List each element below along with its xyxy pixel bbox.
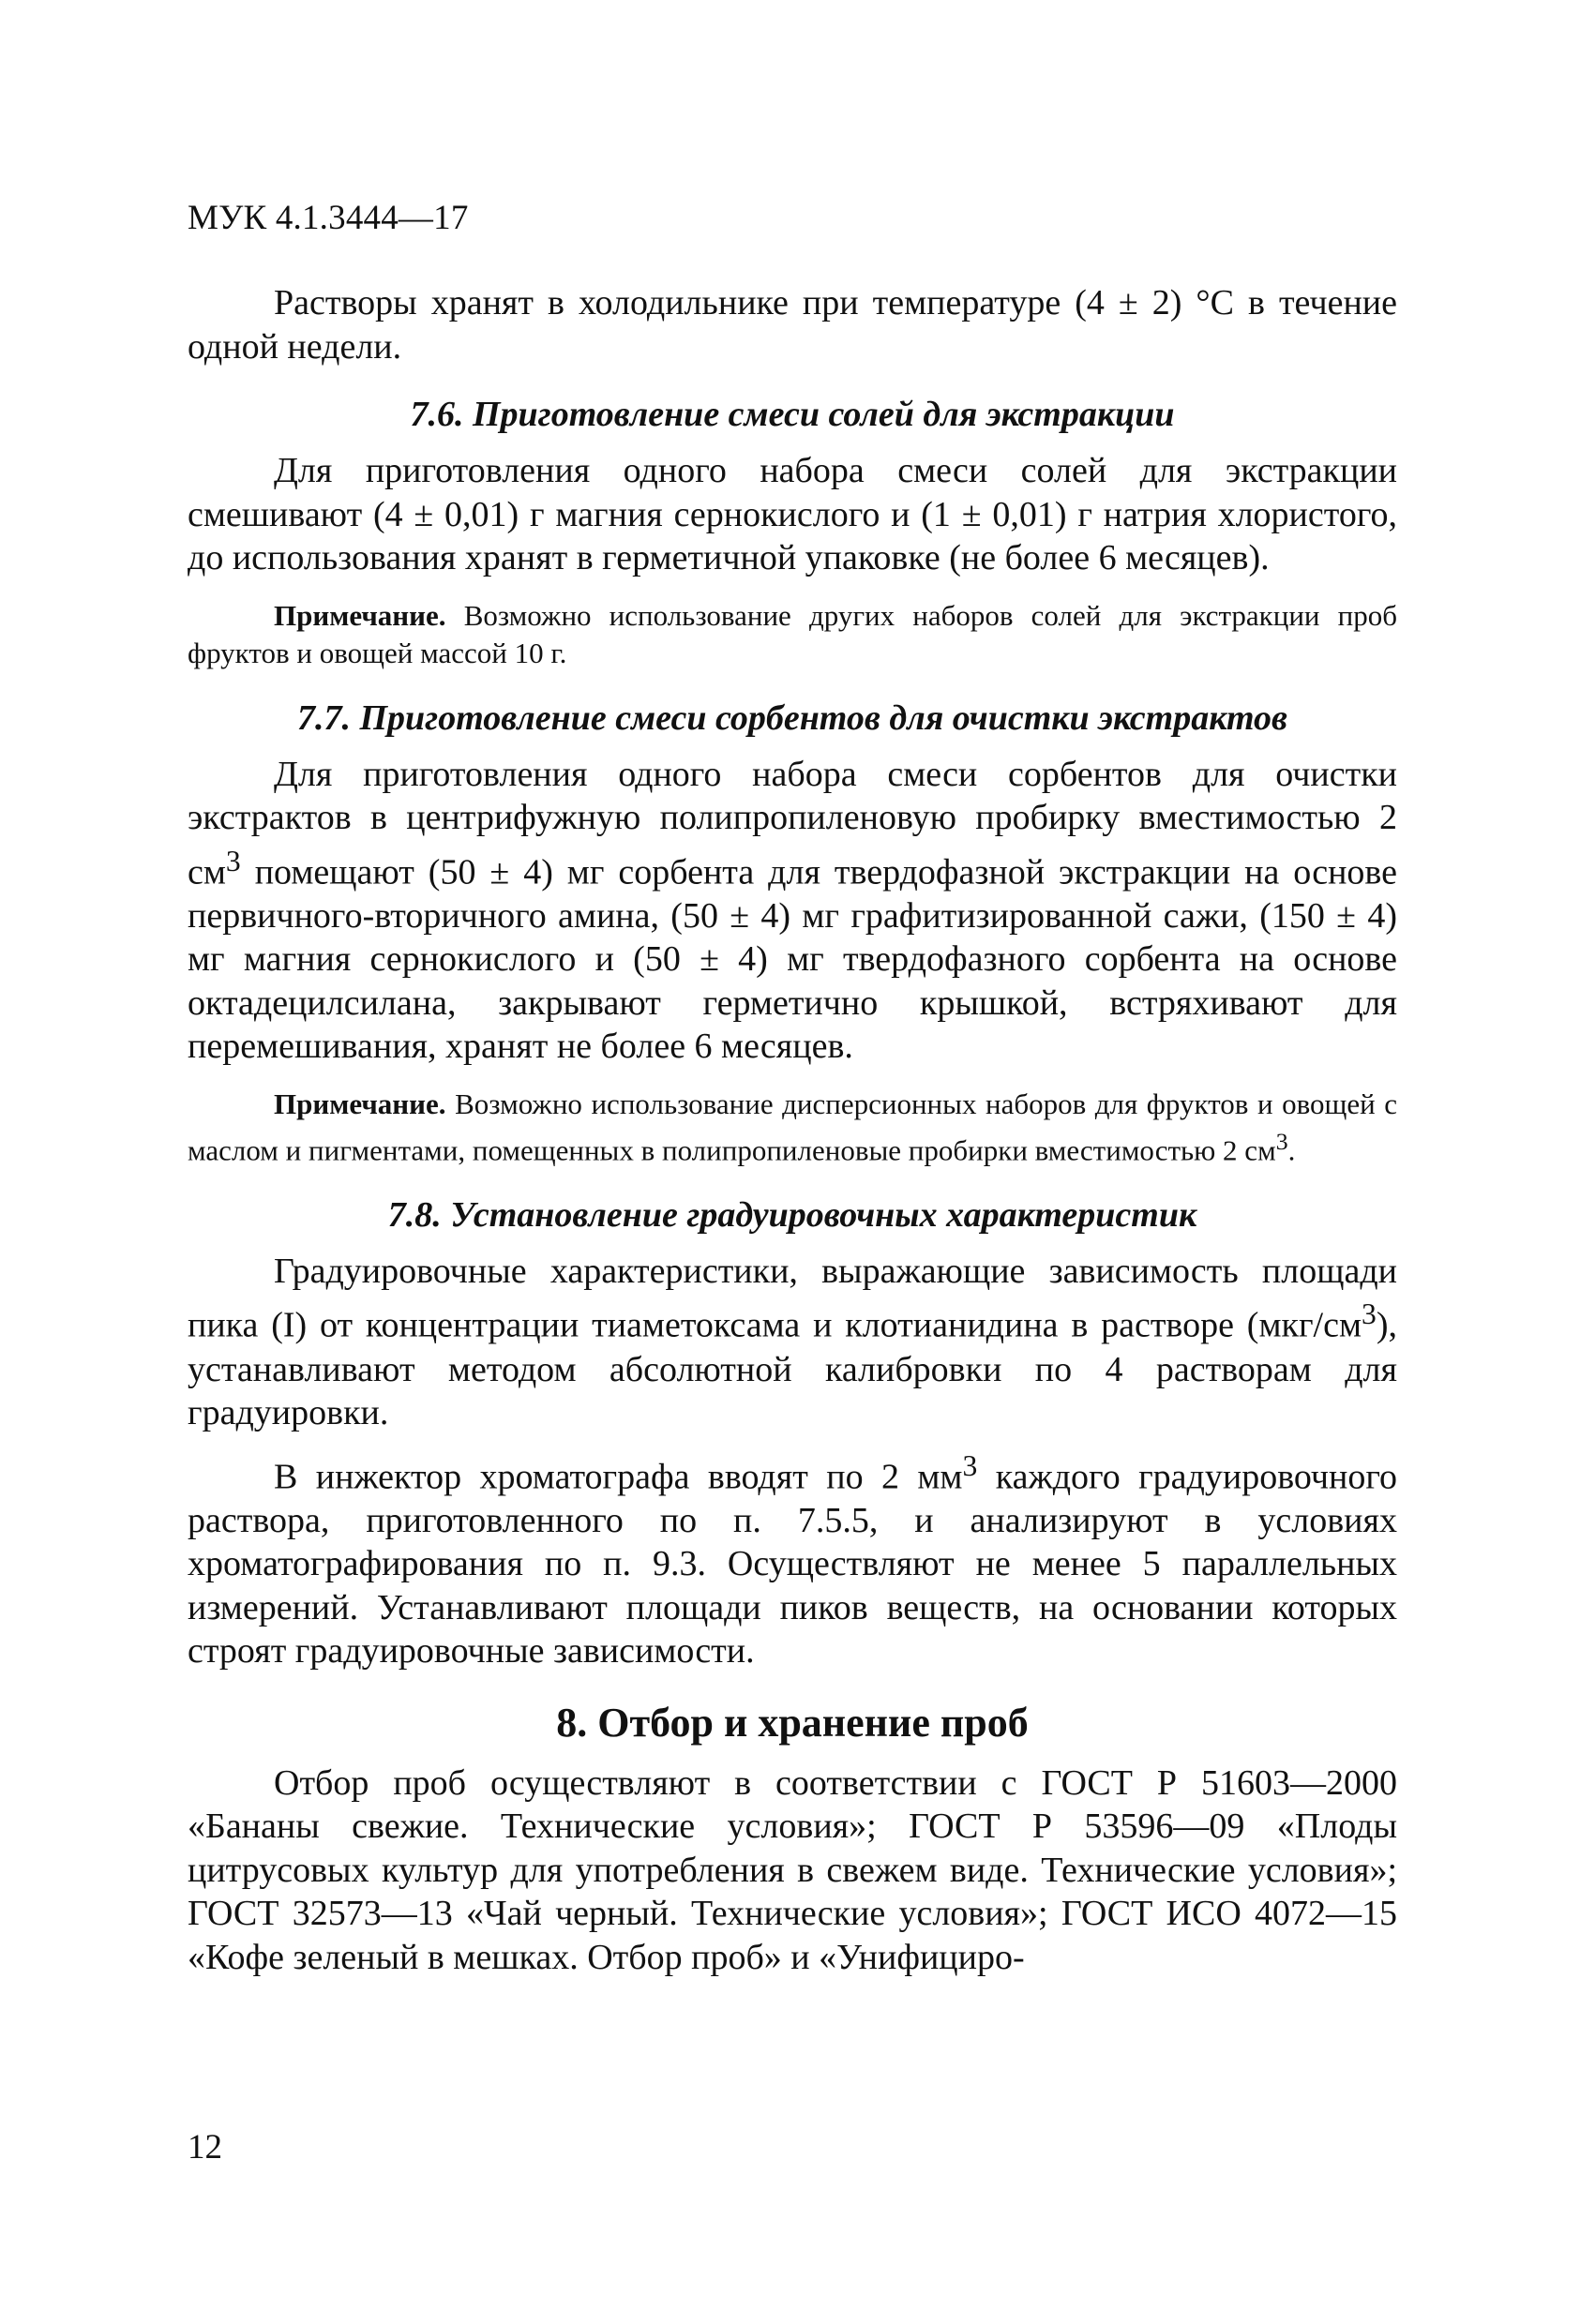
page-header-doc-code: МУК 4.1.3444—17 [188,199,469,237]
text-segment: Градуировочные характеристики, выражающие зависимость площади пика (I) от концентрации тиаметоксама и клотианидина в растворе (мкг/см [188,1251,1397,1346]
section-8-title: 8. Отбор и хранение проб [556,1699,1029,1746]
section-7-7-paragraph [188,753,1397,1069]
note-text-end: . [1287,1132,1296,1166]
section-7-8-title: 7.8. Установление градуировочных характеристик [387,1194,1197,1235]
section-7-7-title: 7.7. Приготовление смеси сорбентов для очистки экстрактов [296,697,1287,738]
superscript: 3 [1362,1297,1377,1331]
section-8-paragraph: Отбор проб осуществляют в соответствии с ГОСТ Р 51603—2000 «Бананы свежие. Технические условия»; ГОСТ Р 53596—09 «Плоды цитрусовых культур для употребления в свежем виде. Технические условия»; ГОСТ 32573—13 «Чай черный. Технические условия»; ГОСТ ИСО 4072—15 «Кофе зеленый в мешках. Отбор проб» и «Унифициро- [188,1762,1397,1977]
section-7-8-paragraph-2 [188,1445,1397,1673]
superscript: 3 [962,1448,978,1482]
section-7-6-title: 7.6. Приготовление смеси солей для экстракции [410,395,1175,434]
note-label: Примечание. [274,598,446,632]
section-7-6-note [188,597,1397,672]
paragraph-solutions-storage: Растворы хранят в холодильнике при температуре (4 ± 2) °С в течение одной недели. [188,283,1397,367]
section-7-8-paragraph-1 [188,1250,1397,1435]
section-7-6-paragraph: Для приготовления одного набора смеси солей для экстракции смешивают (4 ± 0,01) г магния сернокислого и (1 ± 0,01) г натрия хлористого, до использования хранят в герметичной упаковке (не более 6 месяцев). [188,451,1397,577]
page-content [188,281,1397,1979]
text-segment: помещают (50 ± 4) мг сорбента для твердофазной экстракции на основе первичного-вторичного амина, (50 ± 4) мг графитизированной сажи, (150 ± 4) мг магния сернокислого и (50 ± 4) мг твердофазного сорбента на основе октадецилсилана, закрывают герметично крышкой, встряхивают для перемешивания, хранят не более 6 месяцев. [188,852,1397,1067]
superscript: 3 [1275,1127,1288,1155]
note-text: Возможно использование дисперсионных наборов для фруктов и овощей с маслом и пигментами, помещенных в полипропиленовые пробирки вместимостью 2 см [188,1087,1398,1166]
text-segment: каждого градуировочного раствора, приготовленного по п. 7.5.5, и анализируют в условиях хроматографирования по п. 9.3. Осуществляют не менее 5 параллельных измерений. Устанавливают площади пиков веществ, на основании которых строят градуировочные зависимости. [188,1457,1398,1672]
superscript: 3 [225,844,241,877]
text-segment: ), устанавливают методом абсолютной калибровки по 4 растворам для градуировки. [188,1306,1397,1433]
note-label: Примечание. [274,1087,446,1120]
note-text: Возможно использование других наборов солей для экстракции проб фруктов и овощей массой 10 г. [188,598,1398,669]
text-segment: Для приготовления одного набора смеси сорбентов для очистки экстрактов в центрифужную полипропиленовую пробирку вместимостью 2 см [188,754,1397,892]
section-7-7-note [188,1086,1397,1169]
page-number: 12 [188,2128,222,2167]
text-segment: В инжектор хроматографа вводят по 2 мм [274,1457,963,1497]
